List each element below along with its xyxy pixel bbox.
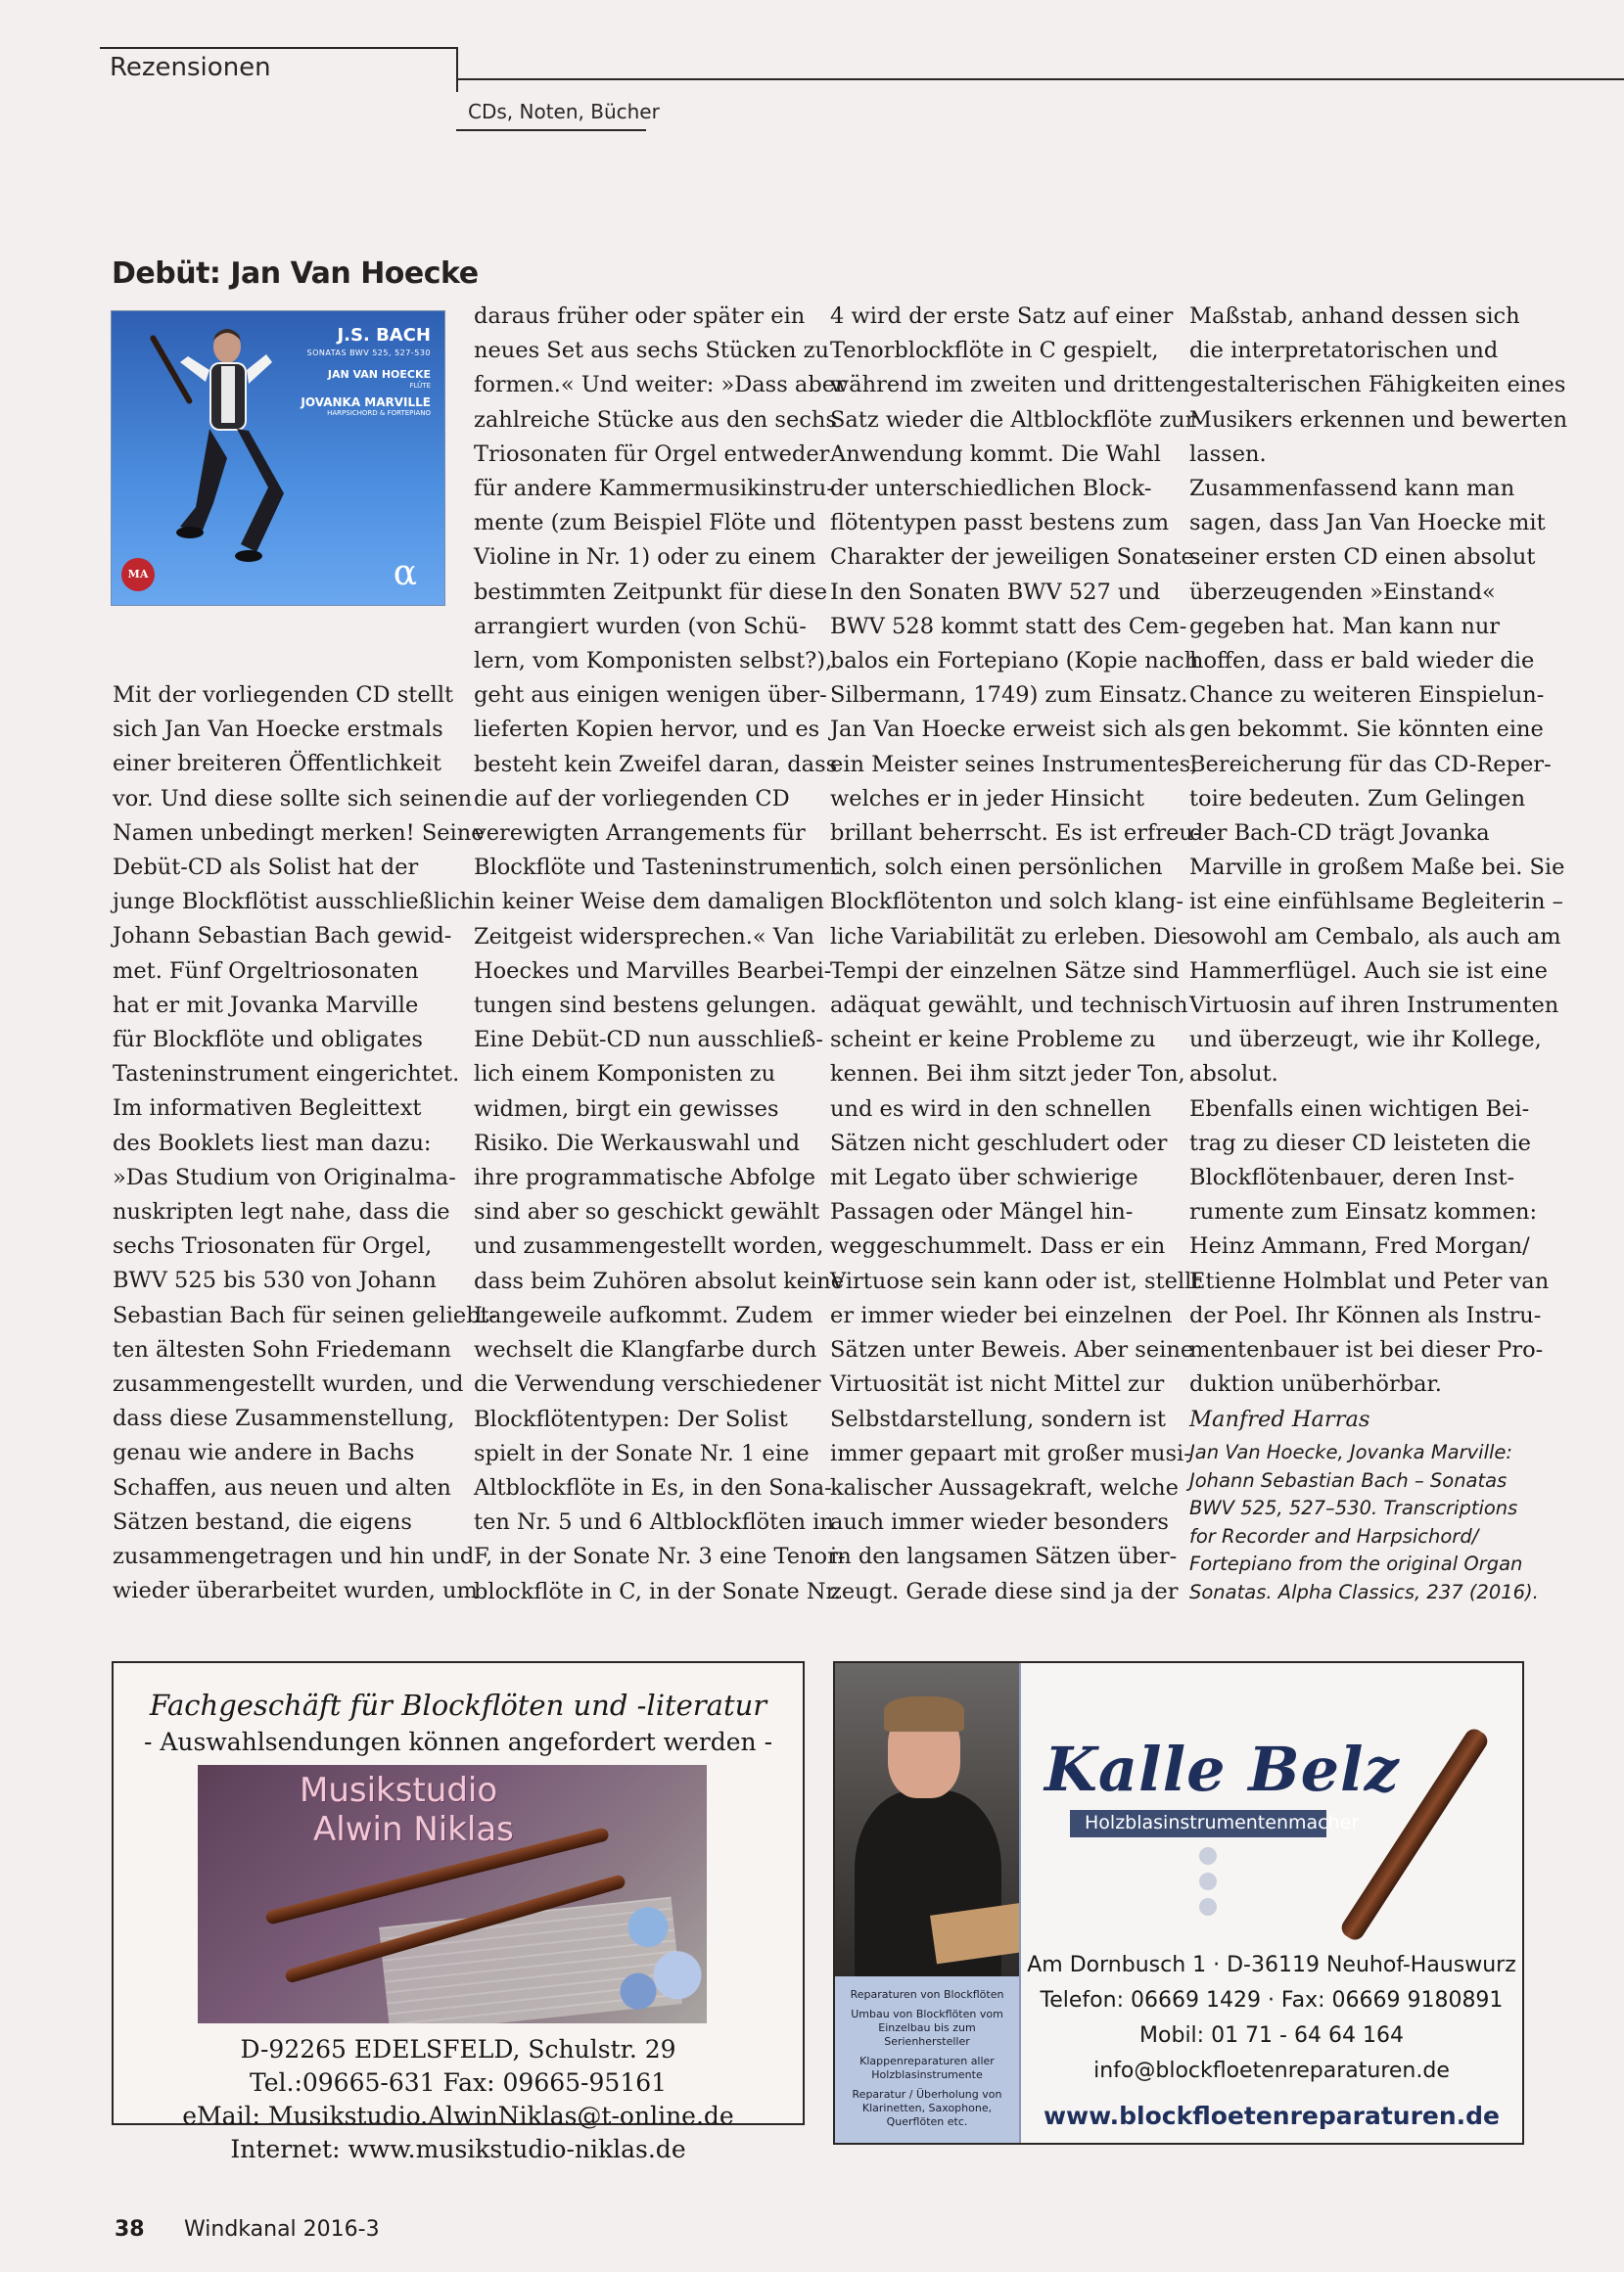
ad2-address: Am Dornbusch 1 · D-36119 Neuhof-Hauswurz — [1027, 1953, 1516, 1977]
credit-line: Sonatas. Alpha Classics, 237 (2016). — [1189, 1580, 1539, 1603]
text-line: sagen, dass Jan Van Hoecke mit — [1189, 510, 1546, 536]
credit-line: BWV 525, 527–530. Transcriptions — [1189, 1497, 1518, 1519]
text-line: in keiner Weise dem damaligen — [474, 889, 824, 915]
text-line: seiner ersten CD einen absolut — [1189, 544, 1536, 571]
text-line: Virtuosität ist nicht Mittel zur — [830, 1371, 1165, 1398]
cover-composer: J.S. BACH — [337, 325, 431, 346]
text-line: mit Legato über schwierige — [830, 1165, 1138, 1191]
text-line: die auf der vorliegenden CD — [474, 785, 790, 811]
text-line: sechs Triosonaten für Orgel, — [113, 1233, 433, 1260]
ad1-phone: Tel.:09665-631 Fax: 09665-95161 — [249, 2068, 668, 2097]
text-line: ein Meister seines Instrumentes, — [830, 751, 1198, 777]
flowers-icon — [609, 1863, 707, 2023]
ad1-studio-name-line1: Musikstudio — [300, 1771, 498, 1810]
text-line: er immer wieder bei einzelnen — [830, 1302, 1173, 1328]
text-line: Zeitgeist widersprechen.« Van — [474, 923, 814, 950]
text-line: Namen unbedingt merken! Seine — [113, 819, 485, 846]
text-line: lern, vom Komponisten selbst?), — [474, 648, 833, 674]
text-line: Risiko. Die Werkauswahl und — [474, 1130, 801, 1156]
ad2-photo — [835, 1663, 1019, 1976]
text-line: sind aber so geschickt gewählt — [474, 1199, 820, 1226]
text-line: rumente zum Einsatz kommen: — [1189, 1199, 1538, 1226]
article-column-3 — [830, 300, 1201, 1609]
text-line: mente (zum Beispiel Flöte und — [474, 510, 816, 536]
text-line: Virtuosin auf ihren Instrumenten — [1189, 993, 1559, 1019]
ad1-studio-name-line2: Alwin Niklas — [313, 1810, 514, 1849]
text-line: zeugt. Gerade diese sind ja der — [830, 1578, 1179, 1604]
ad1-subline: - Auswahlsendungen können angefordert werden - — [143, 1728, 773, 1756]
text-line: und es wird in den schnellen — [830, 1095, 1152, 1122]
text-line: der unterschiedlichen Block- — [830, 476, 1152, 502]
ad1-website: Internet: www.musikstudio-niklas.de — [230, 2135, 686, 2163]
alpha-logo-icon: α — [393, 553, 417, 593]
cover-instrument1: FLÛTE — [409, 382, 431, 390]
text-line: zusammengestellt wurden, und — [113, 1371, 464, 1398]
text-line: Virtuose sein kann oder ist, stellt — [830, 1268, 1201, 1294]
text-line: weggeschummelt. Dass er ein — [830, 1233, 1166, 1260]
text-line: spielt in der Sonate Nr. 1 eine — [474, 1440, 810, 1466]
text-line: F, in der Sonate Nr. 3 eine Tenor- — [474, 1544, 846, 1570]
cd-credit — [1189, 1439, 1539, 1606]
text-line: In den Sonaten BWV 527 und — [830, 579, 1161, 605]
ad2-mobile: Mobil: 01 71 - 64 64 164 — [1139, 2023, 1404, 2048]
text-line: toire bedeuten. Zum Gelingen — [1189, 785, 1526, 811]
text-line: Johann Sebastian Bach gewid- — [113, 923, 452, 950]
text-line: Maßstab, anhand dessen sich — [1189, 303, 1520, 329]
text-line: Tempi der einzelnen Sätze sind — [830, 957, 1180, 984]
text-line: wechselt die Klangfarbe durch — [474, 1337, 817, 1364]
text-line: met. Fünf Orgeltriosonaten — [113, 957, 419, 984]
article-title: Debüt: Jan Van Hoecke — [112, 256, 479, 291]
text-line: Violine in Nr. 1) oder zu einem — [474, 544, 816, 571]
text-line: Heinz Ammann, Fred Morgan/ — [1189, 1233, 1530, 1260]
credit-line: Fortepiano from the original Organ — [1189, 1553, 1523, 1575]
text-line: Blockflöte und Tasteninstrument — [474, 855, 839, 881]
person-hair-icon — [884, 1696, 964, 1732]
text-line: Blockflötenbauer, deren Inst- — [1189, 1165, 1515, 1191]
text-line: Im informativen Begleittext — [113, 1095, 422, 1122]
text-line: hoffen, dass er bald wieder die — [1189, 648, 1535, 674]
text-line: neues Set aus sechs Stücken zu — [474, 338, 829, 364]
magazine-issue: Windkanal 2016-3 — [184, 2217, 380, 2242]
text-line: Blockflötentypen: Der Solist — [474, 1406, 788, 1432]
text-line: welches er in jeder Hinsicht — [830, 785, 1145, 811]
text-line: in den langsamen Sätzen über- — [830, 1544, 1178, 1570]
text-line: Marville in großem Maße bei. Sie — [1189, 855, 1565, 881]
text-line: brillant beherrscht. Es ist erfreu- — [830, 820, 1201, 847]
album-cover — [112, 311, 444, 605]
text-line: Anwendung kommt. Die Wahl — [830, 440, 1161, 467]
section-title: Rezensionen — [110, 53, 271, 82]
text-line: überzeugenden »Einstand« — [1189, 579, 1496, 605]
text-line: junge Blockflötist ausschließlich — [113, 889, 475, 915]
text-line: der Poel. Ihr Können als Instru- — [1189, 1302, 1542, 1328]
ad1-headline: Fachgeschäft für Blockflöten und -literatur — [149, 1689, 767, 1722]
text-line: widmen, birgt ein gewisses — [474, 1095, 779, 1122]
text-line: Zusammenfassend kann man — [1189, 476, 1515, 502]
text-line: Sätzen bestand, die eigens — [113, 1508, 412, 1535]
text-line: Hammerflügel. Auch sie ist eine — [1189, 957, 1548, 984]
text-line: kalischer Aussagekraft, welche — [830, 1474, 1179, 1501]
text-line: genau wie andere in Bachs — [113, 1440, 415, 1466]
text-line: geht aus einigen wenigen über- — [474, 682, 827, 709]
text-line: »Das Studium von Originalma- — [113, 1164, 456, 1190]
text-line: lieferten Kopien hervor, und es — [474, 717, 820, 743]
text-line: Tenorblockflöte in C gespielt, — [830, 338, 1159, 364]
text-line: zahlreiche Stücke aus den sechs — [474, 406, 837, 433]
article-column-1 — [113, 678, 496, 1608]
text-line: auch immer wieder besonders — [830, 1509, 1169, 1536]
service-item: Reparatur / Überholung von Klarinetten, Saxophone, Querflöten etc. — [852, 2088, 1002, 2128]
text-line: dass diese Zusammenstellung, — [113, 1406, 455, 1432]
text-line: Mit der vorliegenden CD stellt — [113, 682, 454, 708]
text-line: balos ein Fortepiano (Kopie nach — [830, 648, 1199, 674]
text-line: Musikers erkennen und bewerten — [1189, 406, 1568, 433]
text-line: besteht kein Zweifel daran, dass — [474, 751, 838, 777]
text-line: wieder überarbeitet wurden, um — [113, 1578, 478, 1604]
text-line: lich einem Komponisten zu — [474, 1061, 776, 1088]
ad2-brand-logo: Kalle Belz — [1044, 1734, 1400, 1805]
ad2-website: www.blockfloetenreparaturen.de — [1043, 2102, 1501, 2130]
text-line: Silbermann, 1749) zum Einsatz. — [830, 682, 1188, 709]
text-line: liche Variabilität zu erleben. Die — [830, 923, 1191, 950]
text-line: Etienne Holmblat und Peter van — [1189, 1268, 1550, 1294]
cover-instrument2: HARPSICHORD & FORTEPIANO — [327, 409, 431, 417]
text-line: sich Jan Van Hoecke erstmals — [113, 717, 443, 743]
text-line: während im zweiten und dritten — [830, 372, 1190, 398]
text-line: BWV 525 bis 530 von Johann — [113, 1268, 437, 1294]
text-line: Triosonaten für Orgel entweder — [474, 440, 830, 467]
ad2-phone: Telefon: 06669 1429 · Fax: 06669 9180891 — [1040, 1988, 1504, 2013]
ad-kalle-belz — [833, 1661, 1524, 2145]
text-line: und überzeugt, wie ihr Kollege, — [1189, 1027, 1542, 1053]
text-line: die interpretatorischen und — [1189, 338, 1499, 364]
text-line: des Booklets liest man dazu: — [113, 1130, 432, 1156]
text-line: daraus früher oder später ein — [474, 303, 806, 329]
text-line: Sätzen nicht geschludert oder — [830, 1130, 1168, 1156]
ad-musikstudio — [112, 1661, 805, 2163]
text-line: absolut. — [1189, 1061, 1278, 1088]
text-line: Charakter der jeweiligen Sonate. — [830, 544, 1202, 571]
text-line: und zusammengestellt worden, — [474, 1233, 824, 1260]
text-line: lich, solch einen persönlichen — [830, 855, 1163, 881]
text-line: Debüt-CD als Solist hat der — [113, 855, 419, 881]
text-line: verewigten Arrangements für — [474, 820, 806, 847]
text-line: sowohl am Cembalo, als auch am — [1189, 923, 1561, 950]
text-line: gen bekommt. Sie könnten eine — [1189, 717, 1544, 743]
text-line: adäquat gewählt, und technisch — [830, 993, 1188, 1019]
text-line: Altblockflöte in Es, in den Sona- — [474, 1474, 832, 1501]
text-line: nuskripten legt nahe, dass die — [113, 1199, 450, 1226]
service-item: Klappenreparaturen aller Holzblasinstrumente — [859, 2055, 995, 2081]
text-line: tungen sind bestens gelungen. — [474, 993, 817, 1019]
text-line: trag zu dieser CD leisteten die — [1189, 1130, 1531, 1156]
text-line: Selbstdarstellung, sondern ist — [830, 1406, 1166, 1432]
text-line: flötentypen passt bestens zum — [830, 510, 1170, 536]
text-line: bestimmten Zeitpunkt für diese — [474, 579, 828, 605]
text-line: hat er mit Jovanka Marville — [113, 992, 419, 1018]
text-line: duktion unüberhörbar. — [1189, 1371, 1442, 1398]
text-line: Satz wieder die Altblockflöte zur — [830, 406, 1196, 433]
text-line: Chance zu weiteren Einspielun- — [1189, 682, 1545, 709]
text-line: Langeweile aufkommt. Zudem — [474, 1302, 813, 1328]
text-line: arrangiert wurden (von Schü- — [474, 613, 807, 639]
text-line: Eine Debüt-CD nun ausschließ- — [474, 1027, 823, 1053]
credit-line: Jan Van Hoecke, Jovanka Marville: — [1189, 1441, 1512, 1463]
text-line: immer gepaart mit großer musi- — [830, 1440, 1191, 1466]
decor-dot-icon — [1199, 1847, 1217, 1865]
text-line: Jan Van Hoecke erweist sich als — [830, 717, 1186, 743]
cover-performer2: JOVANKA MARVILLE — [301, 395, 431, 409]
ad2-email: info@blockfloetenreparaturen.de — [1093, 2059, 1450, 2083]
text-line: zusammengetragen und hin und — [113, 1544, 475, 1570]
text-line: ihre programmatische Abfolge — [474, 1165, 816, 1191]
text-line: Blockflötenton und solch klang- — [830, 889, 1183, 915]
text-line: kennen. Bei ihm sitzt jeder Ton, — [830, 1061, 1185, 1088]
text-line: Bereicherung für das CD-Reper- — [1189, 751, 1552, 777]
cover-sonatas: SONATAS BWV 525, 527-530 — [306, 348, 431, 357]
text-line: der Bach-CD trägt Jovanka — [1189, 820, 1490, 847]
text-line: ten ältesten Sohn Friedemann — [113, 1336, 451, 1363]
text-line: ten Nr. 5 und 6 Altblockflöten in — [474, 1509, 834, 1536]
text-line: ist eine einfühlsame Begleiterin – — [1189, 889, 1563, 915]
text-line: gestalterischen Fähigkeiten eines — [1189, 372, 1566, 398]
text-line: 4 wird der erste Satz auf einer — [830, 303, 1174, 329]
credit-line: Johann Sebastian Bach – Sonatas — [1189, 1468, 1508, 1492]
article-column-2 — [474, 300, 846, 1609]
ma-badge-icon: MA — [121, 558, 155, 591]
text-line: Hoeckes und Marvilles Bearbei- — [474, 957, 832, 984]
text-line: lassen. — [1189, 440, 1267, 467]
text-line: blockflöte in C, in der Sonate Nr. — [474, 1578, 841, 1604]
text-line: Schaffen, aus neuen und alten — [113, 1474, 451, 1501]
text-line: vor. Und diese sollte sich seinen — [113, 785, 473, 811]
decor-dot-icon — [1199, 1873, 1217, 1890]
ad2-tagline: Holzblasinstrumentenmacher — [1085, 1812, 1360, 1833]
text-line: mentenbauer ist bei dieser Pro- — [1189, 1337, 1544, 1364]
article-column-4 — [1189, 300, 1567, 1437]
ad1-email: eMail: Musikstudio.AlwinNiklas@t-online.de — [182, 2102, 734, 2130]
ad2-services-box — [835, 1976, 1019, 2145]
text-line: gegeben hat. Man kann nur — [1189, 613, 1501, 639]
service-item: Umbau von Blockflöten vom Einzelbau bis zum Serienhersteller — [851, 2008, 1003, 2048]
service-item: Reparaturen von Blockflöten — [850, 1988, 1004, 2001]
text-line: für Blockflöte und obligates — [113, 1027, 423, 1053]
page-number: 38 — [115, 2217, 145, 2242]
text-line: Sebastian Bach für seinen geliebt- — [113, 1302, 497, 1328]
ad1-address: D-92265 EDELSFELD, Schulstr. 29 — [240, 2035, 676, 2063]
text-line: die Verwendung verschiedener — [474, 1371, 821, 1398]
subsection-title: CDs, Noten, Bücher — [468, 100, 660, 123]
text-line: Tasteninstrument eingerichtet. — [113, 1061, 460, 1088]
ad1-photo — [198, 1765, 707, 2023]
text-line: Sätzen unter Beweis. Aber seine — [830, 1337, 1194, 1364]
decor-dot-icon — [1199, 1898, 1217, 1916]
text-line: einer breiteren Öffentlichkeit — [113, 751, 441, 777]
text-line: scheint er keine Probleme zu — [830, 1027, 1156, 1053]
text-line: für andere Kammermusikinstru- — [474, 476, 834, 502]
text-line: Ebenfalls einen wichtigen Bei- — [1189, 1095, 1530, 1122]
text-line: BWV 528 kommt statt des Cem- — [830, 613, 1187, 639]
text-line: Passagen oder Mängel hin- — [830, 1199, 1134, 1226]
text-line: formen.« Und weiter: »Dass aber — [474, 372, 846, 398]
cover-performer1: JAN VAN HOECKE — [327, 368, 431, 381]
text-line: dass beim Zuhören absolut keine — [474, 1268, 845, 1294]
article-author: Manfred Harras — [1189, 1406, 1370, 1432]
credit-line: for Recorder and Harpsichord/ — [1189, 1524, 1479, 1548]
